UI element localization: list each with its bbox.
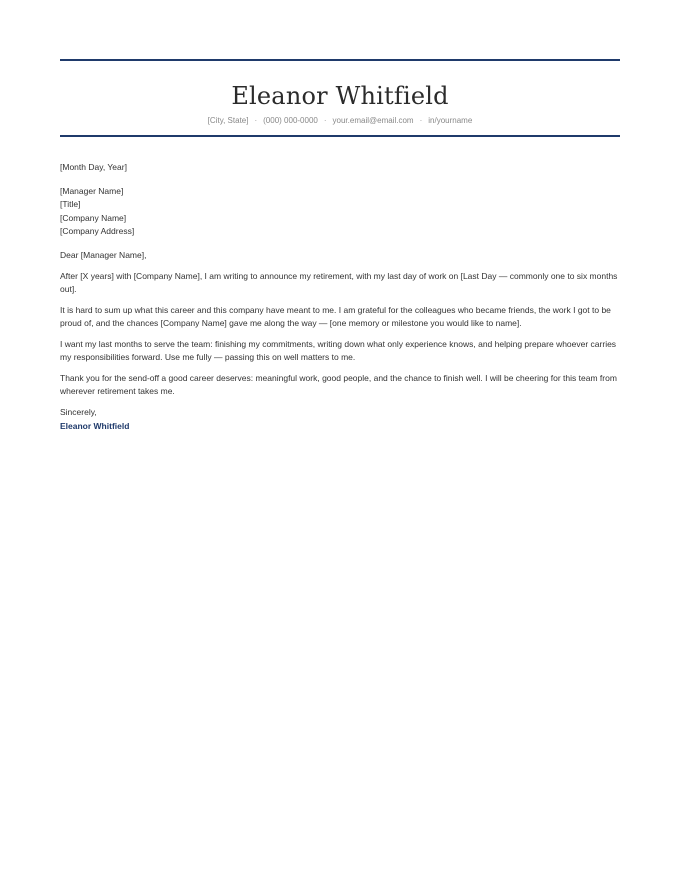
sender-name: Eleanor Whitfield xyxy=(231,82,449,110)
paragraph-gratitude: It is hard to sum up what this career and this company have meant to me. I am grateful for the colleagues who became friends, the work I got to be proud of, and the chances [Company Name] gave me along the way — [one memory or milestone you would like to name]. xyxy=(60,305,611,329)
signature: Eleanor Whitfield xyxy=(60,421,130,432)
recipient-title: [Title] xyxy=(60,199,81,210)
header-top-rule xyxy=(60,59,620,61)
recipient-company: [Company Name] xyxy=(60,212,127,223)
contact-phone: (000) 000-0000 xyxy=(263,116,318,125)
contact-separator: · xyxy=(419,116,423,125)
contact-line xyxy=(60,115,620,127)
contact-separator: · xyxy=(323,116,327,125)
closing: Sincerely, xyxy=(60,407,97,418)
letter-date: [Month Day, Year] xyxy=(60,162,127,172)
salutation: Dear [Manager Name], xyxy=(60,250,147,261)
paragraph-transition: I want my last months to serve the team: finishing my commitments, writing down what only experience knows, and helping prepare whoever carries my responsibilities forward. Use me fully — passing this on well matters to me. xyxy=(60,339,617,363)
recipient-name: [Manager Name] xyxy=(60,186,124,196)
header-bottom-rule xyxy=(60,135,620,137)
contact-email: your.email@email.com xyxy=(332,116,414,125)
paragraph-thanks: Thank you for the send-off a good career deserves: meaningful work, good people, and the chance to finish well. I will be cheering for this team from wherever retirement takes me. xyxy=(60,373,617,397)
recipient-block xyxy=(60,185,620,238)
contact-separator: · xyxy=(254,116,258,125)
letter-page xyxy=(60,0,620,433)
recipient-address: [Company Address] xyxy=(60,225,135,236)
contact-location: [City, State] xyxy=(207,116,249,125)
paragraph-announcement: After [X years] with [Company Name], I am writing to announce my retirement, with my last day of work on [Last Day — commonly one to six months out]. xyxy=(60,271,618,295)
contact-linkedin: in/yourname xyxy=(428,116,473,125)
